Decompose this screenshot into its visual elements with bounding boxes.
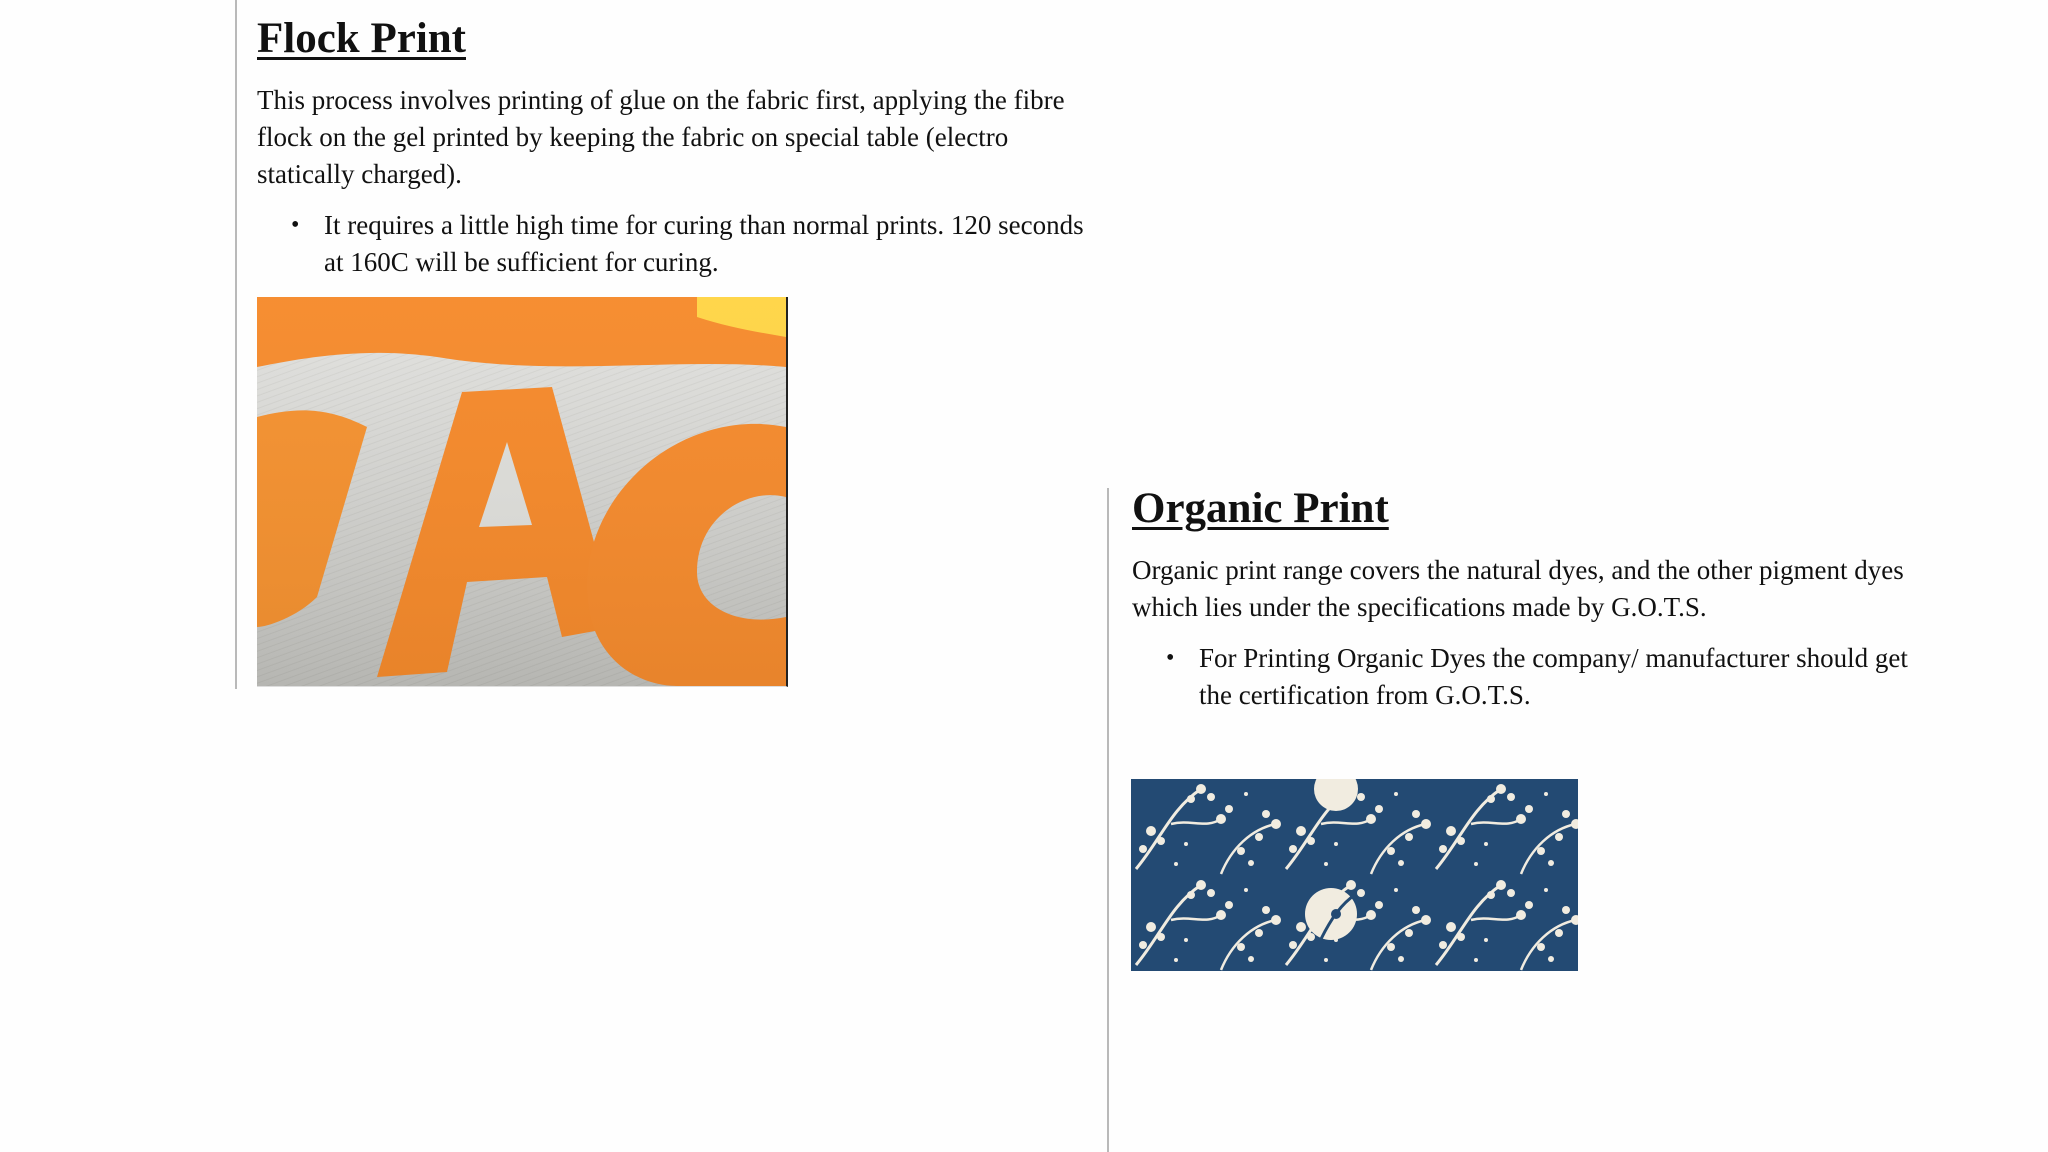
flock-print-description: This process involves printing of glue on the fabric first, applying the fibre flock on the gel printed by keeping the fabric on special table (electro statically charged). <box>257 85 1065 189</box>
organic-print-section <box>1132 480 1932 714</box>
organic-print-description: Organic print range covers the natural dyes, and the other pigment dyes which lies under the specifications made by G.O.T.S. <box>1132 555 1904 622</box>
list-item <box>1132 640 1932 714</box>
bullet-glyph: • <box>291 212 300 238</box>
flock-print-section <box>257 10 1087 281</box>
organic-print-heading: Organic Print <box>1132 485 1389 532</box>
bullet-glyph: • <box>1166 645 1175 671</box>
flock-print-heading: Flock Print <box>257 15 466 62</box>
flock-print-photo <box>257 297 788 687</box>
left-column-rule <box>235 0 237 689</box>
organic-print-photo <box>1131 779 1578 971</box>
organic-print-bullet-list <box>1132 640 1932 714</box>
list-item <box>257 207 1087 281</box>
flock-print-bullet-list <box>257 207 1087 281</box>
flock-print-bullet-text: It requires a little high time for curing than normal prints. 120 seconds at 160C will be sufficient for curing. <box>324 210 1084 277</box>
organic-print-bullet-text: For Printing Organic Dyes the company/ manufacturer should get the certification from G.O.T.S. <box>1199 643 1908 710</box>
right-column-rule <box>1107 488 1109 1152</box>
